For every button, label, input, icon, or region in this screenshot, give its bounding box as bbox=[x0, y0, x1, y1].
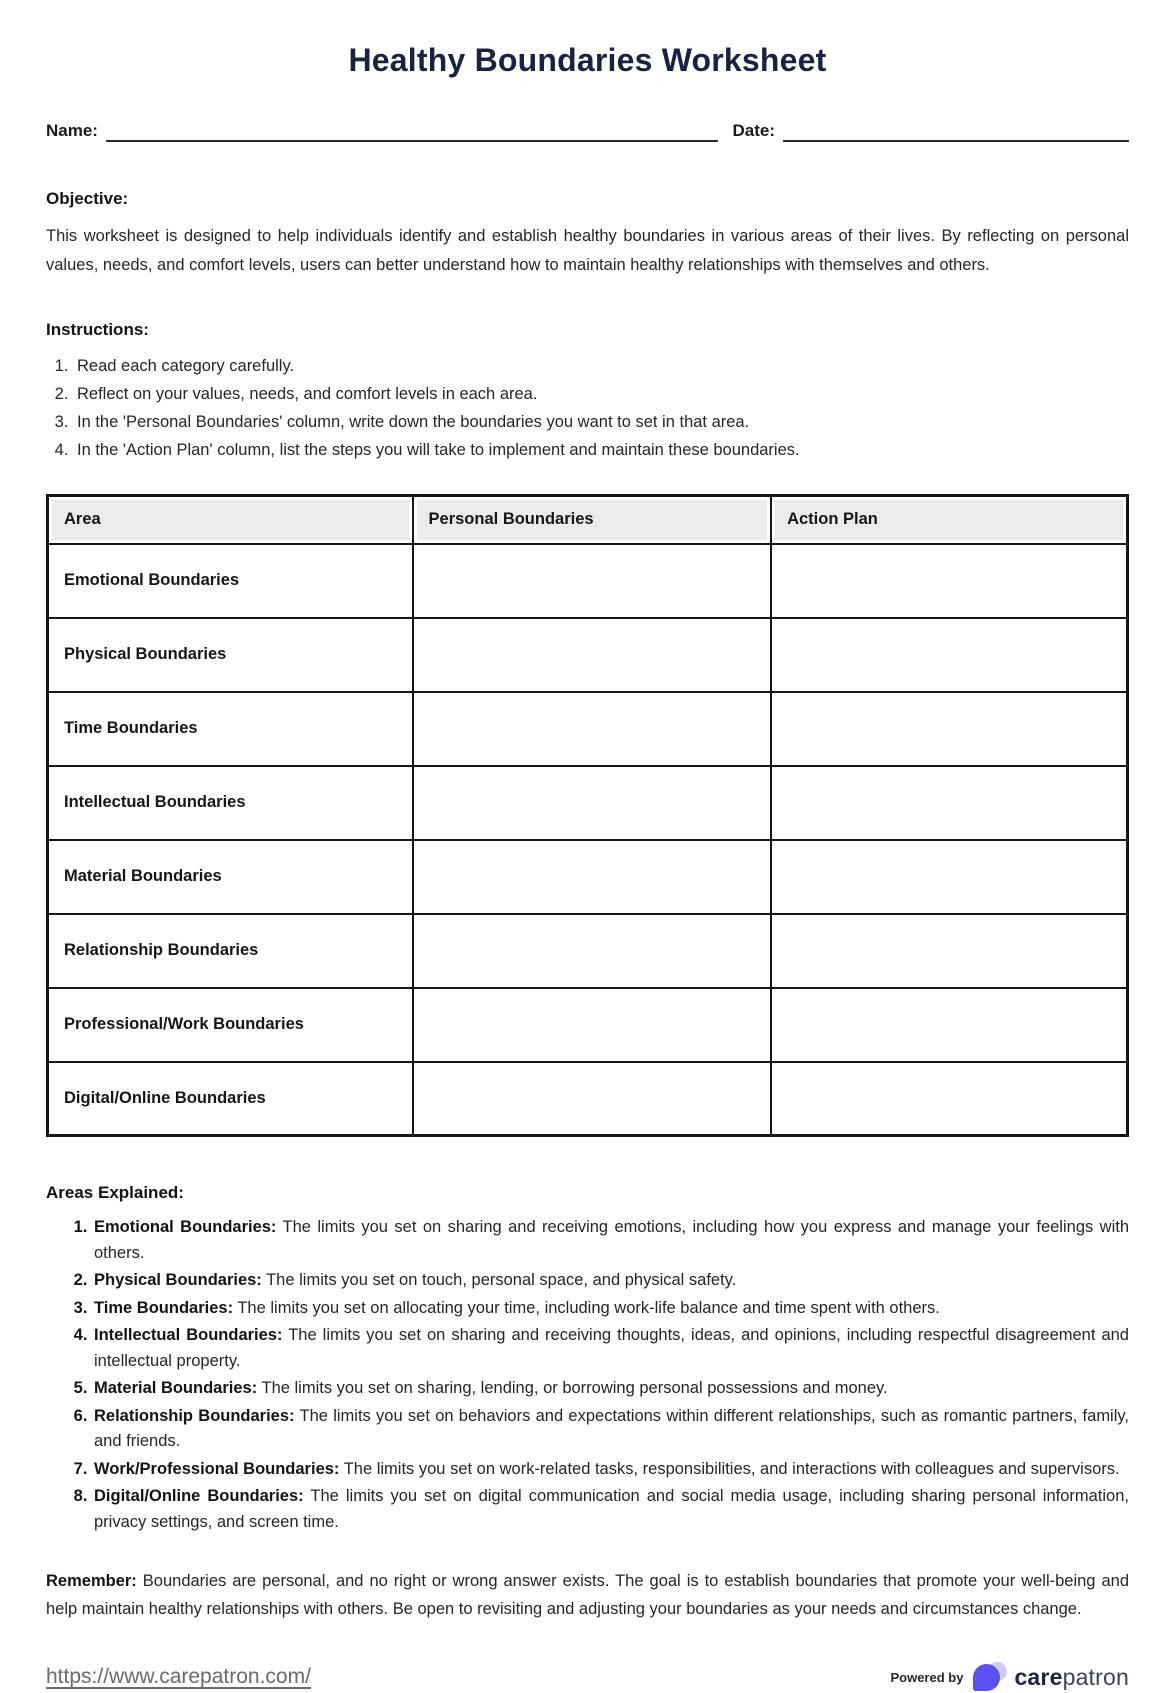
brand-care: care bbox=[1014, 1663, 1063, 1690]
area-term: Intellectual Boundaries: bbox=[94, 1326, 283, 1344]
reminder-text bbox=[46, 1567, 1129, 1623]
instructions-list bbox=[46, 352, 1129, 464]
area-term: Time Boundaries: bbox=[94, 1298, 234, 1317]
powered-by-label: Powered by bbox=[890, 1669, 964, 1685]
area-explained-item-2: 2. Physical Boundaries: The limits you set on touch, personal space, and physical safety. bbox=[92, 1268, 1129, 1294]
area-cell: Intellectual Boundaries bbox=[48, 766, 413, 840]
area-term: Physical Boundaries: bbox=[94, 1271, 262, 1289]
action-plan-cell[interactable] bbox=[771, 618, 1127, 692]
date-label: Date: bbox=[732, 121, 775, 140]
area-explained-item-1: 1. Emotional Boundaries: The limits you set on sharing and receiving emotions, including how you express and manage your feelings with others. bbox=[92, 1215, 1129, 1266]
logo-purple-bubble bbox=[973, 1664, 1000, 1691]
table-row bbox=[48, 914, 1128, 988]
area-cell: Material Boundaries bbox=[48, 840, 413, 914]
instruction-item-4: 4. In the 'Action Plan' column, list the steps you will take to implement and maintain these boundaries. bbox=[73, 436, 1129, 464]
areas-explained-list bbox=[46, 1215, 1129, 1535]
area-explained-item-8: 8. Digital/Online Boundaries: The limits you set on digital communication and social media usage, including sharing personal information, privacy settings, and screen time. bbox=[92, 1484, 1129, 1535]
table-row bbox=[48, 988, 1128, 1062]
area-explained-item-3: 3. Time Boundaries: The limits you set on allocating your time, including work-life balance and time spent with others. bbox=[92, 1296, 1129, 1322]
name-date-row bbox=[46, 121, 1129, 142]
area-explained-item-4: 4. Intellectual Boundaries: The limits you set on sharing and receiving thoughts, ideas, and opinions, including respectful disagreement and intellectual property. bbox=[92, 1323, 1129, 1374]
reminder-body: Boundaries are personal, and no right or wrong answer exists. The goal is to establish boundaries that promote your well-being and help maintain healthy relationships with others. Be open to revisiting and adjusting your boundaries as your needs and circumstances change. bbox=[46, 1572, 1130, 1618]
name-input-line[interactable] bbox=[106, 122, 719, 142]
action-plan-cell[interactable] bbox=[771, 1062, 1127, 1136]
objective-heading: Objective: bbox=[46, 189, 129, 208]
table-row bbox=[48, 766, 1128, 840]
column-header-area: Area bbox=[48, 496, 413, 544]
column-header-personal-boundaries: Personal Boundaries bbox=[413, 496, 772, 544]
area-term: Emotional Boundaries: bbox=[94, 1218, 277, 1236]
action-plan-cell[interactable] bbox=[771, 766, 1127, 840]
action-plan-cell[interactable] bbox=[771, 914, 1127, 988]
personal-boundaries-cell[interactable] bbox=[413, 618, 772, 692]
website-link[interactable]: https://www.carepatron.com/ bbox=[46, 1665, 311, 1688]
reminder-label: Remember: bbox=[46, 1572, 137, 1590]
boundaries-table bbox=[46, 494, 1129, 1137]
action-plan-cell[interactable] bbox=[771, 988, 1127, 1062]
areas-explained-heading: Areas Explained: bbox=[46, 1183, 184, 1202]
area-term: Digital/Online Boundaries: bbox=[94, 1487, 304, 1505]
powered-by-block bbox=[890, 1661, 1129, 1693]
instruction-item-3: 3. In the 'Personal Boundaries' column, write down the boundaries you want to set in that area. bbox=[73, 408, 1129, 436]
table-row bbox=[48, 840, 1128, 914]
instruction-item-2: 2. Reflect on your values, needs, and comfort levels in each area. bbox=[73, 380, 1129, 408]
area-cell: Time Boundaries bbox=[48, 692, 413, 766]
instructions-heading: Instructions: bbox=[46, 320, 149, 339]
area-cell: Emotional Boundaries bbox=[48, 544, 413, 618]
action-plan-cell[interactable] bbox=[771, 692, 1127, 766]
footer bbox=[46, 1661, 1129, 1693]
carepatron-logo-icon bbox=[973, 1661, 1007, 1693]
personal-boundaries-cell[interactable] bbox=[413, 544, 772, 618]
table-row bbox=[48, 618, 1128, 692]
personal-boundaries-cell[interactable] bbox=[413, 766, 772, 840]
instruction-item-1: 1. Read each category carefully. bbox=[73, 352, 1129, 380]
date-input-line[interactable] bbox=[783, 122, 1129, 142]
area-term: Relationship Boundaries: bbox=[94, 1406, 295, 1425]
name-label: Name: bbox=[46, 121, 98, 140]
area-cell: Digital/Online Boundaries bbox=[48, 1062, 413, 1136]
table-row bbox=[48, 1062, 1128, 1136]
personal-boundaries-cell[interactable] bbox=[413, 840, 772, 914]
area-explained-item-7: 7. Work/Professional Boundaries: The limits you set on work-related tasks, responsibilities, and interactions with colleagues and supervisors. bbox=[92, 1457, 1129, 1483]
personal-boundaries-cell[interactable] bbox=[413, 988, 772, 1062]
action-plan-cell[interactable] bbox=[771, 840, 1127, 914]
area-cell: Physical Boundaries bbox=[48, 618, 413, 692]
table-row bbox=[48, 544, 1128, 618]
brand-patron: patron bbox=[1062, 1663, 1129, 1690]
area-term: Work/Professional Boundaries: bbox=[94, 1459, 340, 1478]
personal-boundaries-cell[interactable] bbox=[413, 1062, 772, 1136]
objective-text: This worksheet is designed to help individuals identify and establish healthy boundaries in various areas of their lives. By reflecting on personal values, needs, and comfort levels, users can better understand how to maintain healthy relationships with themselves and others. bbox=[46, 227, 1129, 274]
table-row bbox=[48, 692, 1128, 766]
personal-boundaries-cell[interactable] bbox=[413, 692, 772, 766]
page-title: Healthy Boundaries Worksheet bbox=[348, 42, 827, 78]
area-explained-item-5: 5. Material Boundaries: The limits you set on sharing, lending, or borrowing personal possessions and money. bbox=[92, 1376, 1129, 1402]
personal-boundaries-cell[interactable] bbox=[413, 914, 772, 988]
area-cell: Professional/Work Boundaries bbox=[48, 988, 413, 1062]
area-term: Material Boundaries: bbox=[94, 1379, 258, 1397]
area-cell: Relationship Boundaries bbox=[48, 914, 413, 988]
area-explained-item-6: 6. Relationship Boundaries: The limits you set on behaviors and expectations within different relationships, such as romantic partners, family, and friends. bbox=[92, 1404, 1129, 1455]
column-header-action-plan: Action Plan bbox=[771, 496, 1127, 544]
action-plan-cell[interactable] bbox=[771, 544, 1127, 618]
table-header-row bbox=[48, 496, 1128, 544]
brand-name bbox=[1014, 1664, 1129, 1691]
